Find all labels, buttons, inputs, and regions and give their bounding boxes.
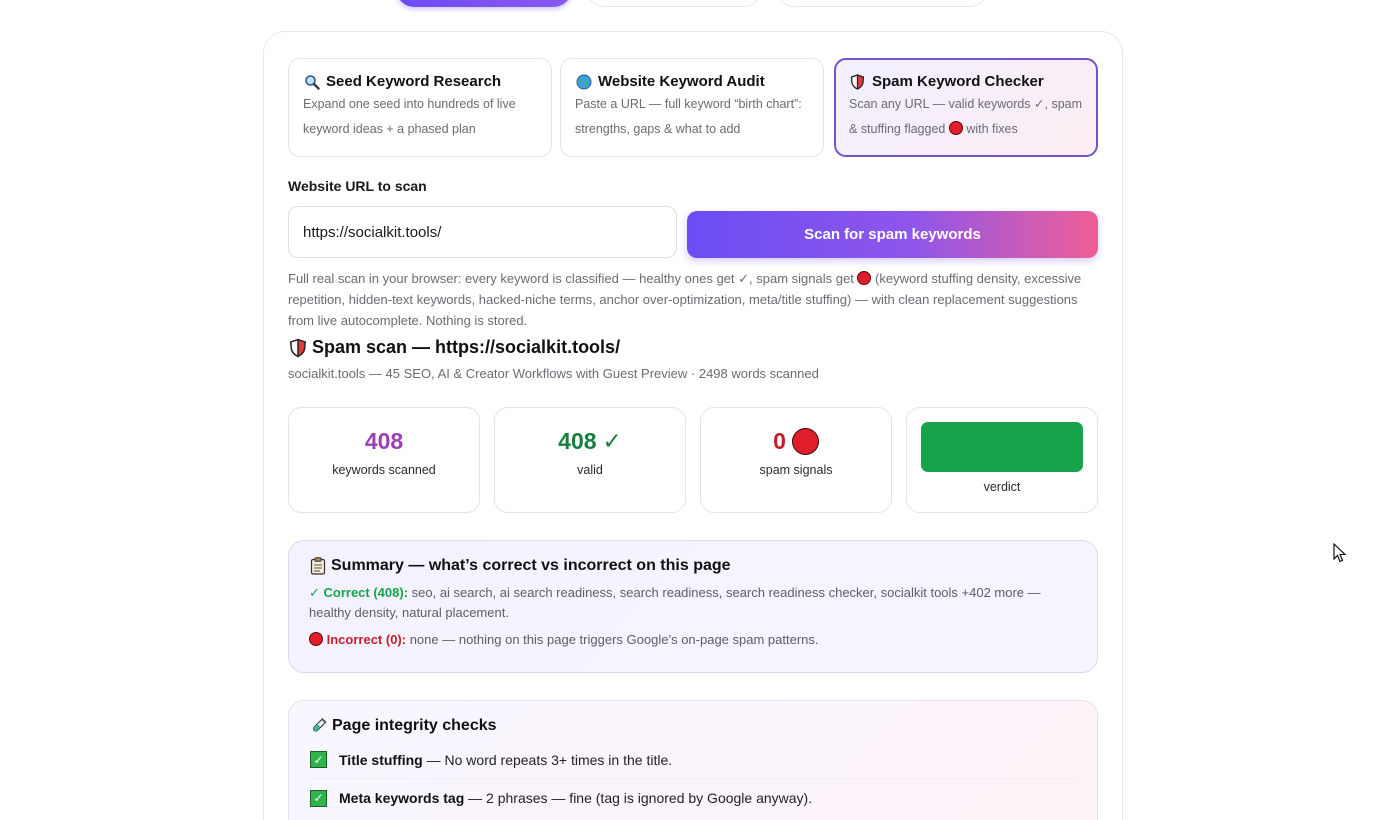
stat-verdict bbox=[906, 407, 1098, 513]
stat-spam-signals bbox=[700, 407, 892, 513]
stat-value: 0 bbox=[773, 428, 786, 454]
top-nav-pill[interactable] bbox=[586, 0, 762, 7]
tool-tab-title: Spam Keyword Checker bbox=[872, 73, 1044, 90]
red-circle-icon bbox=[949, 121, 963, 135]
integrity-checks-panel bbox=[288, 700, 1098, 820]
scan-result-title: Spam scan — https://socialkit.tools/ bbox=[288, 337, 620, 358]
scan-for-spam-button[interactable]: Scan for spam keywords bbox=[687, 211, 1098, 258]
stat-valid bbox=[494, 407, 686, 513]
top-nav-pill[interactable] bbox=[776, 0, 988, 7]
top-nav-pill-active[interactable] bbox=[396, 0, 572, 7]
integrity-checks-title: Page integrity checks bbox=[310, 717, 1076, 735]
summary-panel bbox=[288, 540, 1098, 673]
verdict-indicator bbox=[921, 422, 1083, 472]
tool-tab-description: Paste a URL — full keyword “birth chart”: strengths, gaps & what to add bbox=[575, 97, 802, 136]
tool-tab-website-keyword-audit[interactable] bbox=[560, 58, 824, 157]
summary-correct-line: ✓ Correct (408): seo, ai search, ai search readiness, search readiness, search readiness checker, socialkit tools +402 more — healthy density, natural placement. bbox=[309, 585, 1041, 620]
red-circle-icon bbox=[792, 428, 819, 455]
stat-value: 408 bbox=[558, 428, 597, 454]
url-label: Website URL to scan bbox=[288, 178, 427, 194]
scan-description: Full real scan in your browser: every keyword is classified — healthy ones get ✓, spam signals get (keyword stuffing density, excessive repetition, hidden-text keywords, hacked-niche terms, anchor over-optimization, meta/title stuffing) — with clean replacement suggestions from live autocomplete. Nothing is stored. bbox=[288, 271, 1082, 328]
scan-result-subtitle: socialkit.tools — 45 SEO, AI & Creator Workflows with Guest Preview · 2498 words scanned bbox=[288, 366, 819, 381]
tool-tab-spam-keyword-checker[interactable] bbox=[834, 58, 1098, 157]
stat-label: valid bbox=[577, 463, 603, 477]
url-input[interactable] bbox=[288, 206, 677, 258]
summary-incorrect-line: Incorrect (0): none — nothing on this page triggers Google’s on-page spam patterns. bbox=[309, 630, 1077, 650]
globe-icon bbox=[575, 73, 592, 90]
clipboard-icon bbox=[309, 558, 326, 575]
mouse-cursor-icon bbox=[1333, 543, 1347, 563]
tool-tab-title: Seed Keyword Research bbox=[326, 73, 502, 90]
check-box-icon: ✓ bbox=[310, 751, 327, 768]
stat-value: 408 bbox=[364, 428, 404, 454]
tool-tab-description: Expand one seed into hundreds of live keyword ideas + a phased plan bbox=[303, 97, 516, 136]
check-mark-icon: ✓ bbox=[602, 428, 622, 454]
stat-label: verdict bbox=[983, 480, 1021, 494]
tool-tab-title: Website Keyword Audit bbox=[598, 73, 765, 90]
check-row-meta-keywords: ✓ Meta keywords tag — 2 phrases — fine (tag is ignored by Google anyway). bbox=[310, 779, 1076, 817]
shield-icon bbox=[849, 73, 866, 90]
magnifier-icon bbox=[303, 73, 320, 90]
check-row-title-stuffing: ✓ Title stuffing — No word repeats 3+ times in the title. bbox=[310, 741, 1076, 779]
tool-tab-description: Scan any URL — valid keywords ✓, spam & stuffing flagged with fixes bbox=[849, 97, 1083, 136]
summary-title: Summary — what’s correct vs incorrect on this page bbox=[309, 557, 1077, 575]
stat-label: keywords scanned bbox=[332, 463, 436, 477]
check-box-icon: ✓ bbox=[310, 790, 327, 807]
red-circle-icon bbox=[309, 632, 323, 646]
stat-keywords-scanned bbox=[288, 407, 480, 513]
tool-tab-seed-keyword-research[interactable] bbox=[288, 58, 552, 157]
shield-icon bbox=[288, 338, 307, 358]
red-circle-icon bbox=[857, 271, 871, 285]
stat-label: spam signals bbox=[759, 463, 833, 477]
test-tube-icon bbox=[310, 718, 327, 735]
